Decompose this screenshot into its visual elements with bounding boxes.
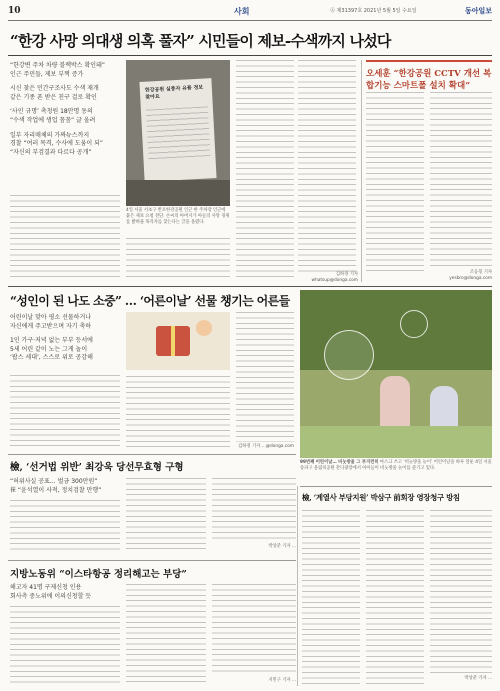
election-headline: 檢, ‘선거법 위반’ 최강욱 당선무효형 구형 — [10, 462, 184, 473]
main-body-col3 — [236, 60, 294, 280]
right-story-headline: 오세훈 “한강공원 CCTV 개선 복합기능 스마트폴 설치 확대” — [366, 69, 492, 91]
bubble-icon — [400, 310, 428, 338]
main-headline: “한강 사망 의대생 의혹 풀자” 시민들이 제보-수색까지 나섰다 — [10, 32, 391, 50]
labor-headline: 지방노동위 “이스타항공 정리해고는 부당” — [10, 569, 187, 580]
right-story-body-col2 — [430, 92, 492, 268]
right-story — [366, 60, 492, 92]
main-subhead: 같은 기종 폰 받은 친구 걸로 확인 — [10, 93, 97, 101]
bottom-right-body-col1 — [302, 510, 360, 684]
bubble-icon — [324, 330, 374, 380]
election-subheads — [10, 478, 120, 495]
bubble-photo-caption — [300, 460, 492, 480]
newspaper-logo: 동아일보 — [464, 6, 492, 15]
children-reporter: 김하경 기자 ...@donga.com — [238, 444, 294, 449]
bottom-right-body-col2 — [366, 510, 424, 684]
main-subhead: 일부 자리매체의 가짜뉴스까지 — [10, 131, 90, 139]
leaflet-photo-caption: 4일 서울 서초구 반포한강공원 인근 한 주차장 인근에 붙은 제보 요청 전단. 손씨의 아버지가 아들의 사망 경위를 밝혀줄 목격자를 찾는다는 글을 올렸다. — [126, 208, 230, 225]
children-subhead: 자신에게 주고받으며 자기 축하 — [10, 322, 92, 330]
children-body-col1 — [10, 375, 120, 450]
right-story-body-col1 — [366, 92, 424, 274]
children-subheads — [10, 314, 120, 363]
labor-body-col1 — [10, 606, 120, 684]
bottom-right-reporter: 박상준 기자 ... — [464, 676, 492, 681]
dateline: Ⓐ 제31397호 2021년 5월 5일 수요일 — [330, 8, 417, 14]
page-number: 10 — [8, 6, 21, 16]
main-body-col1 — [10, 195, 120, 281]
bubble-photo-caption-text: 마스크 쓰고 ‘비눗방울 놀이’ 어린이날을 하루 앞둔 4일 서울 송파구 올림픽공원 잔디광장에서 아이들이 비눗방울 놀이를 즐기고 있다. — [300, 460, 492, 471]
labor-subhead: 회사측 중노위에 이의신청할 듯 — [10, 592, 92, 600]
main-subhead: “자신의 부검결과 다르다 공개” — [10, 148, 92, 156]
election-subhead: “허위사실 공표… 벌금 300만원” — [10, 478, 98, 485]
main-subhead: “수색 작업에 생업 꼼꼼” 글 올려 — [10, 116, 96, 124]
leaflet-paper — [139, 78, 216, 182]
labor-reporter: 지민구 기자 ... — [268, 678, 296, 683]
bubble-photo — [300, 290, 492, 458]
main-reporter: 김하경 기자 whatsup@donga.com — [311, 272, 358, 283]
children-headline: “성인이 된 나도 소중” … ‘어른이날’ 선물 챙기는 어른들 — [10, 294, 290, 308]
main-subhead: “한강변 주차 차량 블랙박스 확인돼” — [10, 62, 105, 69]
main-body-col2 — [126, 238, 230, 280]
right-story-reporter: 조응형 기자 yesbro@donga.com — [449, 270, 492, 281]
main-subhead: 시신 찾은 민간구조사도 수색 재개 — [10, 85, 99, 93]
labor-subheads — [10, 584, 120, 601]
bottom-right-headline: 檢, ‘계열사 부당지원’ 박삼구 前회장 영장청구 방침 — [302, 493, 460, 502]
election-reporter: 박상준 기자 ... — [268, 544, 296, 549]
leaflet-photo — [126, 60, 230, 206]
headline-rule — [8, 55, 492, 56]
page-header — [8, 6, 492, 21]
main-subhead: 경찰 “여러 목격, 수사에 도움이 되” — [10, 140, 104, 148]
main-body-col4 — [298, 60, 356, 272]
bubble-photo-title: 99번째 어린이날… 비눗방울 그 부지런히 — [300, 460, 379, 465]
labor-subhead: 해고자 41명 구제신청 인용 — [10, 584, 82, 591]
children-body-col2 — [126, 376, 230, 450]
main-subhead: 인근 주민들, 제보 부쩍 증가 — [10, 70, 84, 78]
person-icon — [196, 320, 212, 336]
election-body-col1 — [10, 500, 120, 552]
main-subhead: ‘사인 규명’ 촉청원 18만명 동의 — [10, 108, 93, 116]
children-subhead: ‘팝스 세대’, 스스로 위로 공감해 — [10, 354, 93, 362]
bottom-right-body-col3 — [430, 510, 492, 674]
election-subhead: 崔 “윤석열이 사적, 정치검찰 만행” — [10, 486, 102, 494]
gift-illustration — [126, 312, 230, 370]
children-subhead: 5세 어린 같이 노는 그게 놀이 — [10, 345, 88, 353]
labor-body-col3 — [212, 584, 296, 676]
children-subhead: 1인 가구·저녁 없는 부부 등서에 — [10, 337, 93, 345]
main-subheads — [10, 62, 120, 157]
labor-body-col2 — [126, 584, 206, 684]
children-body-col3 — [236, 312, 294, 442]
election-body-col3 — [212, 478, 296, 542]
election-body-col2 — [126, 478, 206, 552]
section-name: 사회 — [234, 6, 250, 16]
leaflet-text: 한강공원 실종자 유품 정보 찾아요 — [144, 84, 204, 101]
children-subhead: 어린이날 맞아 평소 선물하거나 — [10, 314, 92, 321]
